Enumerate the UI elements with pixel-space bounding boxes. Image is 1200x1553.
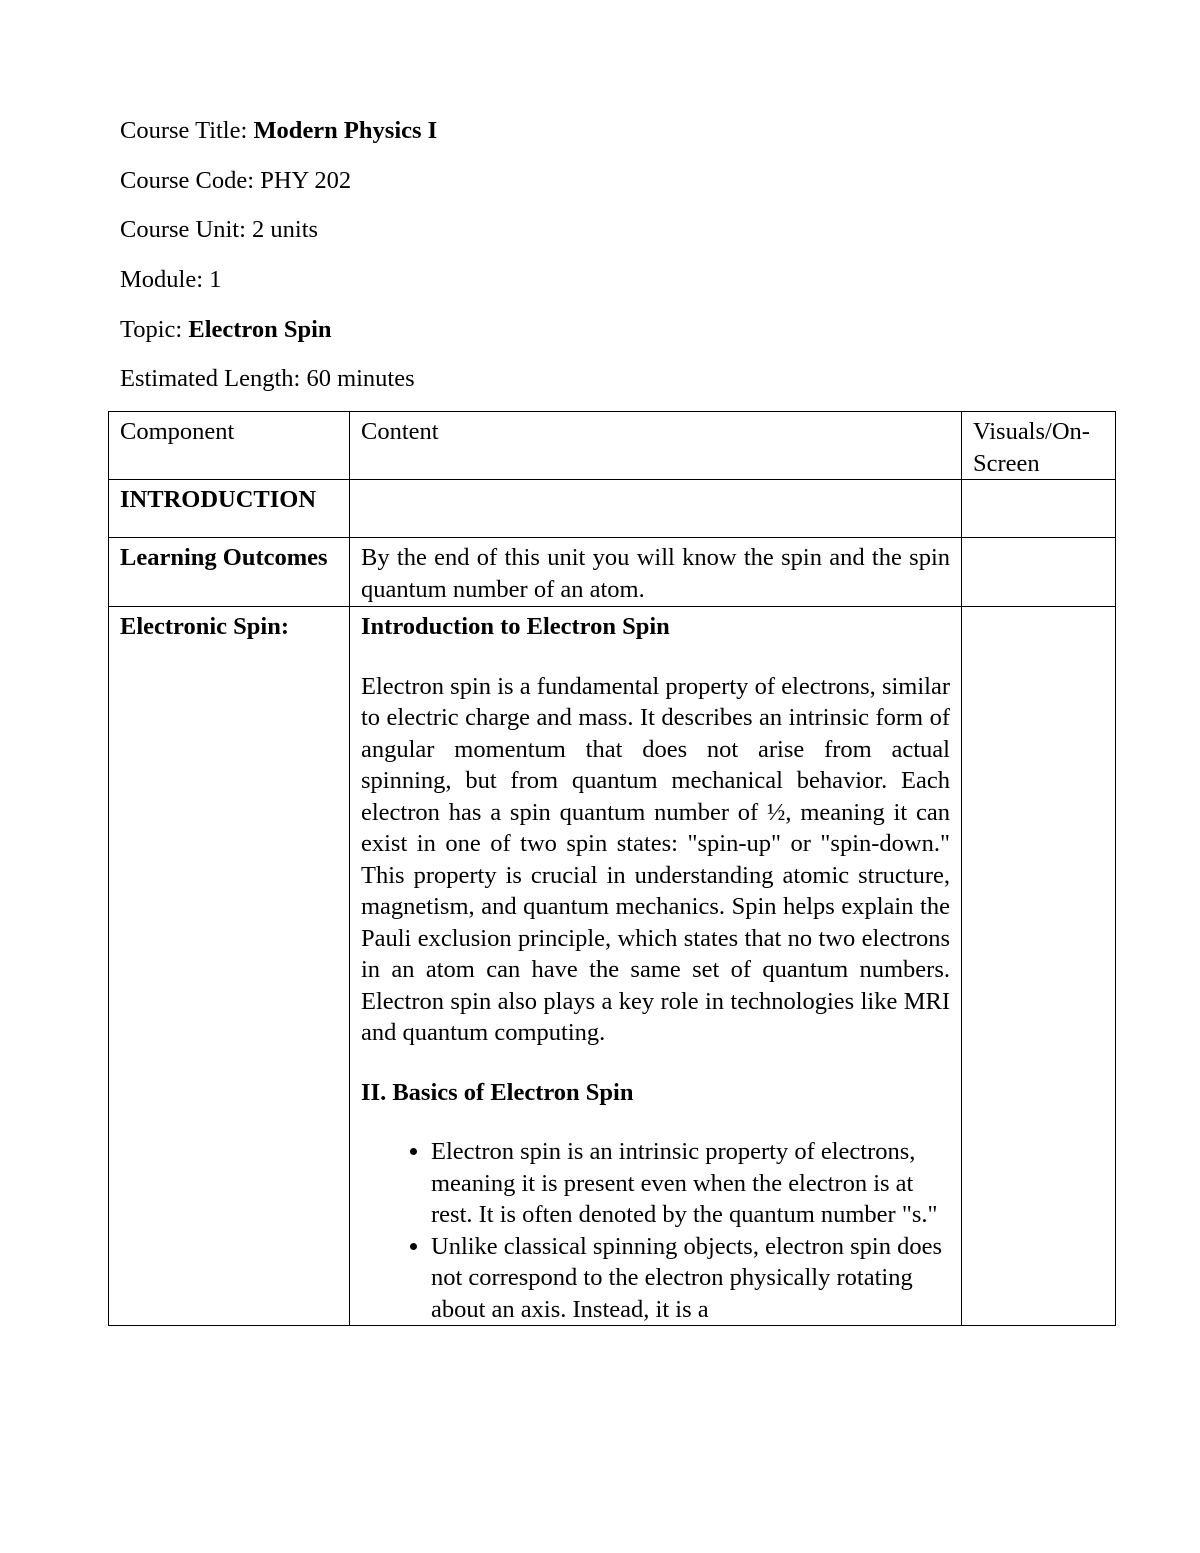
- learning-outcomes-component: Learning Outcomes: [109, 538, 350, 607]
- topic-line: [120, 313, 1080, 363]
- header-content: Content: [350, 412, 962, 480]
- topic-label: Topic:: [120, 315, 183, 343]
- course-unit-line: [120, 213, 1080, 263]
- electronic-spin-visuals: [962, 607, 1116, 1326]
- introduction-visuals: [962, 480, 1116, 538]
- electronic-spin-component: Electronic Spin:: [109, 607, 350, 1326]
- header-visuals: Visuals/On-Screen: [962, 412, 1116, 480]
- header-component: Component: [109, 412, 350, 480]
- module-label: Module:: [120, 266, 204, 294]
- estimated-length-value: 60 minutes: [306, 365, 415, 393]
- learning-outcomes-content: By the end of this unit you will know the spin and the spin quantum number of an atom.: [350, 538, 962, 607]
- lesson-plan-table: [108, 411, 1116, 1326]
- basics-electron-spin-heading: II. Basics of Electron Spin: [361, 1078, 634, 1106]
- estimated-length-label: Estimated Length:: [120, 365, 301, 393]
- table-row-introduction: [109, 480, 1116, 538]
- learning-outcomes-visuals: [962, 538, 1116, 607]
- course-title-value: Modern Physics I: [253, 117, 438, 144]
- table-row-learning-outcomes: [109, 538, 1116, 607]
- course-code-label: Course Code:: [120, 166, 255, 194]
- course-code-value: PHY 202: [260, 166, 352, 194]
- module-value: 1: [209, 266, 222, 294]
- intro-electron-spin-heading: Introduction to Electron Spin: [361, 613, 670, 640]
- table-row-electronic-spin: [109, 607, 1116, 1326]
- introduction-content: [350, 480, 962, 538]
- basics-bullet-list: [361, 1136, 950, 1325]
- introduction-component: INTRODUCTION: [109, 480, 350, 538]
- course-unit-label: Course Unit:: [120, 216, 246, 244]
- table-header-row: [109, 412, 1116, 480]
- course-unit-value: 2 units: [252, 216, 319, 244]
- list-item: • Electron spin is an intrinsic property of electrons, meaning it is present even when the electron is at rest. It is often denoted by the quantum number "s.": [431, 1136, 950, 1231]
- list-item: • Unlike classical spinning objects, electron spin does not correspond to the electron physically rotating about an axis. Instead, it is a: [431, 1231, 950, 1326]
- module-line: [120, 263, 1080, 313]
- course-code-line: [120, 164, 1080, 214]
- electron-spin-paragraph: Electron spin is a fundamental property of electrons, similar to electric charge and mass. It describes an intrinsic form of angular momentum that does not arise from actual spinning, but from quantum mechanical behavior. Each electron has a spin quantum number of ½, meaning it can exist in one of two spin states: "spin-up" or "spin-down." This property is crucial in understanding atomic structure, magnetism, and quantum mechanics. Spin helps explain the Pauli exclusion principle, which states that no two electrons in an atom can have the same set of quantum numbers. Electron spin also plays a key role in technologies like MRI and quantum computing.: [361, 672, 950, 1046]
- course-metadata: [120, 114, 1080, 412]
- electronic-spin-content: [350, 607, 962, 1326]
- course-title-label: Course Title:: [120, 117, 248, 144]
- course-title-line: [120, 114, 1080, 164]
- topic-value: Electron Spin: [188, 315, 332, 343]
- estimated-length-line: [120, 362, 1080, 412]
